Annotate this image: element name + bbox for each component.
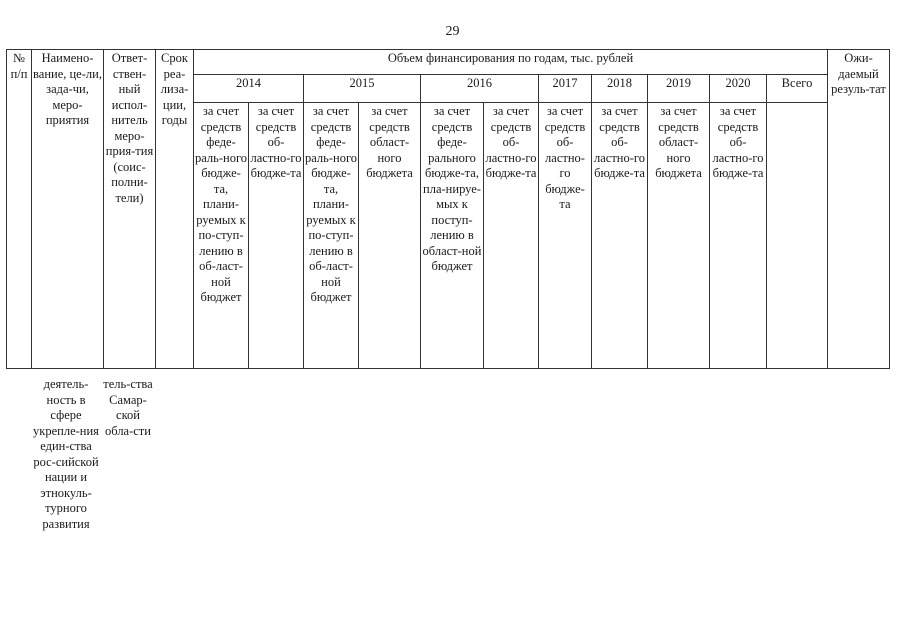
header-funding: Объем финансирования по годам, тыс. рублей [194,50,828,75]
header-name: Наимено-вание, це-ли, зада-чи, меро-приятия [32,50,104,369]
subheader-2014-federal: за счет средств феде-раль-ного бюдже-та, плани-руемых к по-ступ-лению в об-ласт-ной бюджет [194,103,249,369]
header-total: Всего [767,75,828,103]
subheader-2017-regional: за счет средств об-ластно-го бюдже-та [539,103,592,369]
year-2017: 2017 [539,75,592,103]
continuation-responsible-text: тель-ства Самар-ской обла-сти [103,377,153,438]
year-2019: 2019 [648,75,710,103]
header-period: Срок реа-лиза-ции, годы [156,50,194,369]
subheader-2016-federal: за счет средств феде-рального бюдже-та, пла-нируе-мых к поступ-лению в област-ной бюджет [421,103,484,369]
subheader-2015-regional: за счет средств област-ного бюджета [359,103,421,369]
year-2015: 2015 [304,75,421,103]
page-number: 29 [445,24,460,39]
subheader-2018-regional: за счет средств об-ластно-го бюдже-та [592,103,648,369]
financing-table [6,49,890,369]
subheader-2019-regional: за счет средств област-ного бюджета [648,103,710,369]
header-number: № п/п [7,50,32,369]
year-2020: 2020 [710,75,767,103]
subheader-2015-federal: за счет средств феде-раль-ного бюдже-та, плани-руемых к по-ступ-лению в об-ласт-ной бюджет [304,103,359,369]
subheader-2020-regional: за счет средств об-ластно-го бюдже-та [710,103,767,369]
year-2016: 2016 [421,75,539,103]
subheader-2014-regional: за счет средств об-ластно-го бюдже-та [249,103,304,369]
header-responsible: Ответ-ствен-ный испол-нитель меро-прия-тия (соис-полни-тели) [104,50,156,369]
year-2014: 2014 [194,75,304,103]
subheader-total-empty [767,103,828,369]
year-2018: 2018 [592,75,648,103]
subheader-2016-regional: за счет средств об-ластно-го бюдже-та [484,103,539,369]
continuation-name-text: деятель-ность в сфере укрепле-ния един-ства рос-сийской нации и этнокуль-турного развития [33,377,99,531]
header-expected-result: Ожи-даемый резуль-тат [828,50,890,369]
